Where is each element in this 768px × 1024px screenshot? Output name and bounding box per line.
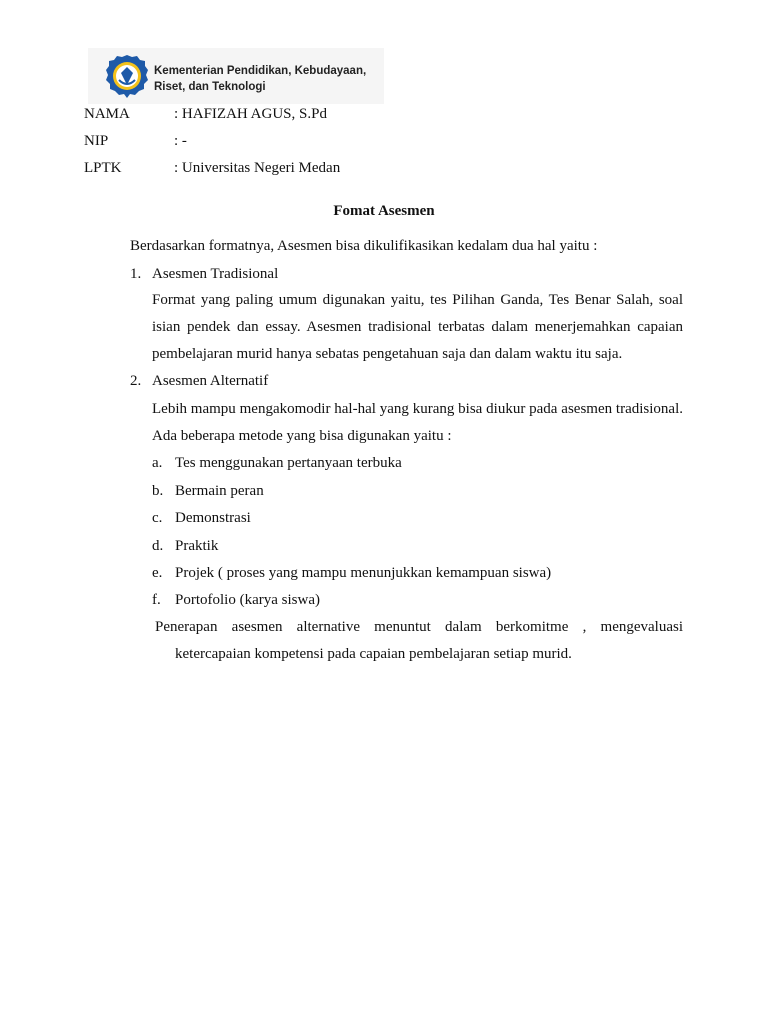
ministry-name [154, 64, 366, 95]
identity-value: : - [174, 133, 187, 149]
method-letter: e. [152, 565, 163, 581]
section-body-tradisional: Format yang paling umum digunakan yaitu, tes Pilihan Ganda, Tes Benar Salah, soal isian pendek dan essay. Asesmen tradisional terbatas dalam menerjemahkan capaian pembelajaran murid hanya sebatas pengetahuan saja dan dalam waktu itu saja. [152, 292, 683, 363]
method-letter: a. [152, 455, 163, 471]
tut-wuri-handayani-emblem-icon [104, 53, 150, 99]
identity-value: : Universitas Negeri Medan [174, 160, 341, 176]
method-letter: f. [152, 592, 161, 608]
method-item: Praktik [175, 538, 219, 554]
document-title: Fomat Asesmen [333, 203, 435, 219]
method-letter: b. [152, 483, 164, 499]
method-item: Tes menggunakan pertanyaan terbuka [175, 455, 402, 471]
closing-paragraph: Penerapan asesmen alternative menuntut dalam berkomitme , mengevaluasi ketercapaian kompetensi pada capaian pembelajaran setiap murid. [155, 619, 683, 663]
method-item: Projek ( proses yang mampu menunjukkan kemampuan siswa) [175, 565, 552, 581]
list-number: 2. [130, 373, 142, 389]
method-letter: d. [152, 538, 164, 554]
identity-label: NAMA [84, 106, 130, 122]
ministry-name-line2: Riset, dan Teknologi [154, 80, 266, 93]
ministry-name-line1: Kementerian Pendidikan, Kebudayaan, [154, 65, 367, 77]
list-number: 1. [130, 266, 142, 282]
identity-label: NIP [84, 133, 109, 149]
identity-label: LPTK [84, 160, 122, 176]
intro-paragraph: Berdasarkan formatnya, Asesmen bisa dikulifikasikan kedalam dua hal yaitu : [130, 238, 598, 254]
section-heading-alternatif: Asesmen Alternatif [152, 373, 269, 389]
section-body-alternatif: Lebih mampu mengakomodir hal-hal yang kurang bisa diukur pada asesmen tradisional. Ada beberapa metode yang bisa digunakan yaitu : [152, 401, 683, 445]
method-item: Bermain peran [175, 483, 264, 499]
method-item: Portofolio (karya siswa) [175, 592, 320, 608]
identity-value: : HAFIZAH AGUS, S.Pd [174, 106, 327, 122]
section-heading-tradisional: Asesmen Tradisional [152, 266, 279, 282]
method-letter: c. [152, 510, 163, 526]
method-item: Demonstrasi [175, 510, 251, 526]
